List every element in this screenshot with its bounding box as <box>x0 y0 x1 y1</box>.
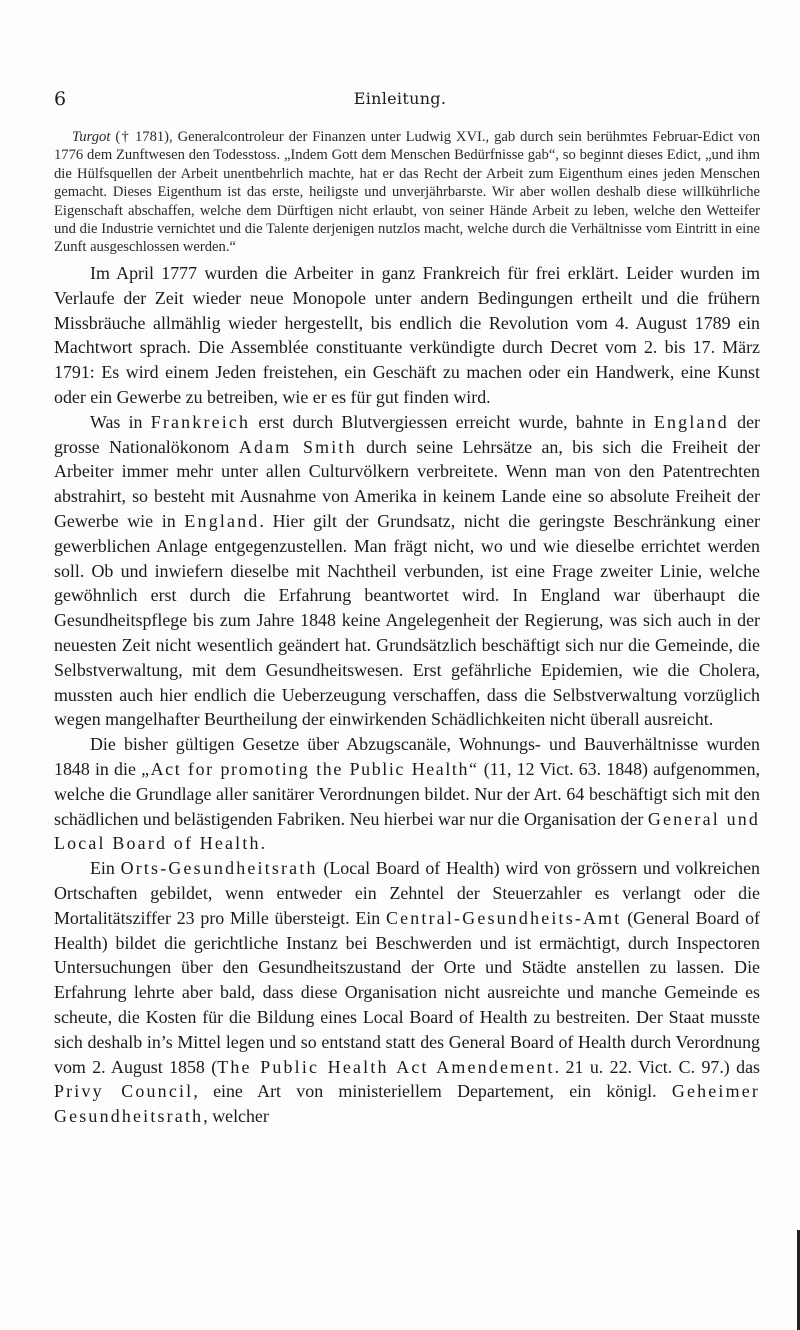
emphasis-privy-council: Privy Council <box>54 1081 194 1102</box>
turgot-quote <box>54 128 760 257</box>
paragraph-2-text: der grosse Nationalökonom <box>54 411 760 457</box>
page-number: 6 <box>54 88 67 110</box>
paragraph-4 <box>54 856 760 1129</box>
emphasis-public-health-act: „Act for promoting the Public Health“ <box>141 758 479 779</box>
paragraph-2-text: Was in <box>90 411 151 432</box>
paragraph-2 <box>54 410 760 732</box>
paragraph-4-text: , welcher <box>203 1106 269 1127</box>
quote-text: († 1781), Generalcontroleur der Finanzen unter Ludwig XVI., gab durch sein berühmtes Februar-Edict von 1776 dem Zunftwesen den Todesstoss. „Indem Gott dem Menschen Bedürfnisse gab“, so beginnt dieses Edict, „und ihm die Hülfsquellen der Arbeit unentbehrlich machte, hat er das Recht der Arbeit zum Eigenthum eines jeden Menschen gemacht. Dieses Eigenthum ist das erste, heiligste und unverjährbarste. Wir aber wollen deshalb diese willkührliche Eigenschaft abschaffen, welche dem Dürftigen nicht erlaubt, von seiner Hände Arbeit zu leben, welche den Wetteifer und die Industrie vernichtet und die Talente derjenigen nutzlos macht, welche durch die Verhältnisse vom Eintritt in eine Zunft ausgeschlossen werden.“ <box>54 129 760 256</box>
emphasis-orts-gesundheitsrath: Orts-Gesundheitsrath <box>120 858 318 879</box>
running-title: Einleitung. <box>353 89 447 108</box>
paragraph-3-text: Die bisher gültigen Gesetze über Abzugscanäle, Wohnungs- und Bauverhältnisse wurden 1848 in die <box>54 734 760 779</box>
paragraph-4-text: . 21 u. 22. Vict. C. 97.) das <box>554 1056 761 1077</box>
paragraph-3 <box>54 732 760 856</box>
emphasis-adam-smith: Adam Smith <box>238 436 357 457</box>
paragraph-4-text: (General Board of Health) bildet die gerichtliche Instanz bei Beschwerden und ist ermächtigt, durch Inspectoren Untersuchungen über den Gesundheitszustand der Orte und Städte anstellen zu lassen. Die Erfahrung lehrte aber bald, dass diese Organisation nicht ausreichte und manche Gemeinde es scheute, die Kosten für die Bildung eines Local Board of Health zu bestreiten. Der Staat musste sich deshalb in’s Mittel legen und so entstand statt des General Board of Health durch Verordnung vom 2. August 1858 ( <box>54 907 760 1077</box>
emphasis-public-health-act-amendement: The Public Health Act Amendement <box>217 1056 555 1077</box>
emphasis-frankreich: Frankreich <box>150 411 251 432</box>
paragraph-4-text: (Local Board of Health) wird von grössern und volkreichen Ortschaften gebildet, wenn entweder ein Zehntel der Steuerzahler es verlangt oder die Mortalitätsziffer 23 pro Mille übersteigt. Ein <box>54 858 760 928</box>
emphasis-england: England <box>653 411 729 432</box>
emphasis-central-gesundheits-amt: Central-Gesundheits-Amt <box>386 907 622 928</box>
body-text <box>54 261 760 1129</box>
emphasis-general-local-board: General und Local Board of Health <box>54 808 761 854</box>
quote-name: Turgot <box>72 129 111 145</box>
paragraph-4-text: Ein <box>90 858 121 879</box>
paragraph-2-text: erst durch Blutvergiessen erreicht wurde, bahnte in <box>250 411 654 432</box>
paragraph-3-text: . <box>260 833 266 854</box>
paragraph-2-text: durch seine Lehrsätze an, bis sich die Freiheit der Arbeiter immer mehr unter allen Culturvölkern verbreitete. Wenn man von den Patentrechten abstrahirt, so besteht mit Ausnahme von Amerika in keinem Lande eine so absolute Freiheit der Gewerbe wie in <box>54 436 761 531</box>
emphasis-england: England <box>184 510 260 531</box>
paragraph-2-text: . Hier gilt der Grundsatz, nicht die geringste Beschränkung einer gewerblichen Anlage entgegenzustellen. Man frägt nicht, wo und wie dieselbe errichtet werden soll. Ob und inwiefern dieselbe mit Nachtheil verbunden, ist eine Frage zweiter Linie, welche gewöhnlich erst durch die Erfahrung beantwortet wird. In England war überhaupt die Gesundheitspflege bis zum Jahre 1848 keine Angelegenheit der Regierung, was sich auch in der neuesten Zeit nicht wesentlich geändert hat. Grundsätzlich beschäftigt sich nur die Gemeinde, die Selbstverwaltung, mit dem Gesundheitswesen. Erst gefährliche Epidemien, wie die Cholera, mussten auch hier endlich die Ueberzeugung verschaffen, dass die Selbstverwaltung vorzüglich wegen mangelhafter Beurtheilung der einwirkenden Schädlichkeiten nicht überall ausreicht. <box>54 510 761 730</box>
running-head <box>0 88 800 110</box>
emphasis-geheimer-gesundheitsrath: Geheimer Gesundheitsrath <box>54 1081 760 1127</box>
paragraph-3-text: (11, 12 Vict. 63. 1848) aufgenommen, welche die Grundlage aller sanitärer Verordnungen bildet. Nur der Art. 64 beschäftigt sich mit den schädlichen und belästigenden Fabriken. Neu hierbei war nur die Organisation der <box>54 758 760 829</box>
paragraph-1: Im April 1777 wurden die Arbeiter in ganz Frankreich für frei erklärt. Leider wurden im Verlaufe der Zeit wieder neue Monopole unter andern Bedingungen ertheilt und die frühern Missbräuche allmählig wieder hergestellt, bis endlich die Revolution vom 4. August 1789 ein Machtwort sprach. Die Assemblée constituante verkündigte durch Decret vom 2. bis 17. März 1791: Es wird einem Jeden freistehen, ein Geschäft zu machen oder ein Handwerk, eine Kunst oder ein Gewerbe zu betreiben, wie er es für gut finden wird. <box>54 263 760 407</box>
paragraph-4-text: , eine Art von ministeriellem Departement, ein königl. <box>193 1081 672 1102</box>
